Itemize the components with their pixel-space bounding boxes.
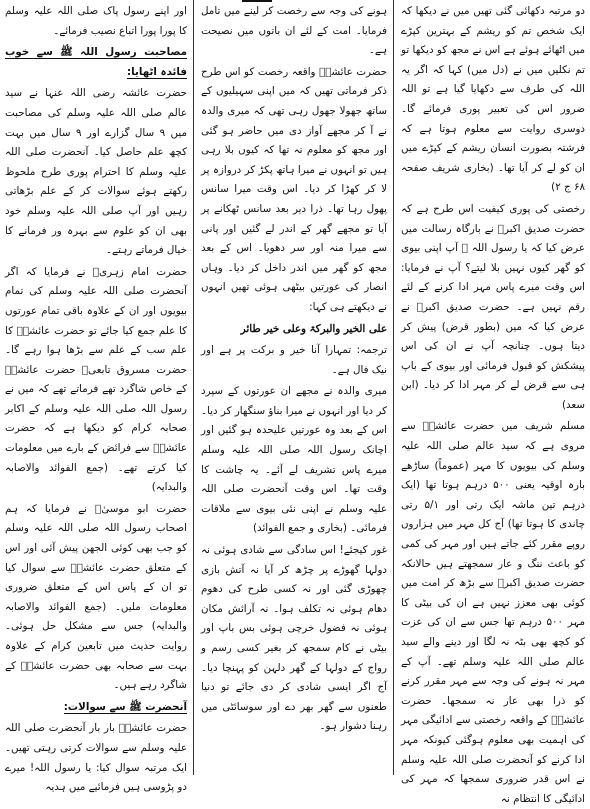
- paragraph: حضرت امام زہریؒ نے فرمایا کہ اگر آنحضرت صلی اللہ علیہ وسلم کی تمام بیویوں اور ان کے علاوہ باقی تمام عورتوں کا علم جمع کیا جائے تو حضرت عائشہؓ کا علم سب کے علم سے بڑھا ہوا رہے گا۔ حضرت مسروق تابعیؒ حضرت عائشہؓ کے خاص شاگرد تھے فرماتے تھے کہ میں نے رسول اللہ صلی اللہ علیہ وسلم کے اکابر صحابہ کرام کو دیکھا ہے کہ حضرت عائشہؓ سے فرائض کے بارے میں معلومات کیا کرتے تھے۔ (جمع الفوائد والاصابہ والبدایہ): [5, 265, 187, 494]
- text-column-right: [398, 2, 588, 805]
- translation: ترجمہ: تمہارا آنا خیر و برکت پر ہے اور نیک فال ہے۔: [201, 344, 387, 376]
- arabic-quote: علی الخیر والبرکۃ وعلی خیر طائر: [240, 322, 387, 335]
- text-column-left: [2, 2, 190, 794]
- paragraph: میری والدہ نے مجھے ان عورتوں کے سپرد کر دیا اور انہوں نے میرا بناؤ سنگھار کر دیا۔ اس کے بعد وہ عورتیں علیحدہ ہو گئیں اور اچانک رسول اللہ صلی اللہ علیہ وسلم میرے پاس تشریف لے آئے۔ یہ چاشت کا وقت تھا۔ اس وقت آنحضرت صلی اللہ علیہ وسلم نے اپنی نئی بیوی سے ملاقات فرمائی۔ (بخاری و جمع الفوائد): [201, 385, 387, 535]
- paragraph: رخصتی کی پوری کیفیت اس طرح ہے کہ حضرت صدیق اکبرؓ نے بارگاہ رسالت میں عرض کیا کہ یا رسول اللہ ﷺ آپ اپنی بیوی کو گھر کیوں نہیں بلا لیتے؟ آپ نے فرمایا: اس وقت میرے پاس مہر ادا کرنے کے لئے رقم نہیں ہے۔ حضرت صدیق اکبرؓ نے عرض کیا کہ میں (بطور قرض) پیش کر دیتا ہوں۔ چنانچہ آپ نے ان کی اس پیشکش کو قبول فرمائی اور بیوی کے باپ ہی سے قرض لے کر مہر ادا کر دیا۔ (ابن سعد): [401, 202, 585, 411]
- section-heading: آنحضرت ﷺ سے سوالات:: [63, 700, 187, 713]
- paragraph: حضرت عائشہؓ واقعہ رخصت کو اس طرح ذکر فرماتی تھیں کہ میں اپنی سہیلیوں کے ساتھ جھولا جھول رہی تھی کہ میری والدہ نے آ کر مجھے آواز دی میں حاضر ہو گئی اور مجھ کو معلوم نہ تھا کہ کیوں بلا رہی ہیں تو انہوں نے میرا ہاتھ پکڑ کر دروازہ پر لا کر کھڑا کر دیا۔ اس وقت میرا سانس پھول رہا تھا۔ ذرا دیر بعد سانس ٹھکانے پر آیا تو مجھے گھر کے اندر لے گئیں اور پانی سے میرا منہ اور سر دھویا۔ اس کے بعد مجھ کو گھر میں اندر داخل کر دیا۔ وہاں انصار کی عورتیں بیٹھی ہوئی تھیں انہوں نے دیکھتے ہی کہا:: [201, 65, 387, 313]
- paragraph: ہونے کی وجہ سے رخصت کر لینے میں تامل فرمایا۔ امت کے لئے ان باتوں میں نصیحت ہے۔: [201, 5, 387, 57]
- section-heading: مصاحبت رسول اللہ ﷺ سے خوب فائدہ اٹھایا:: [5, 46, 187, 78]
- paragraph: حضرت عائشہ رضی اللہ عنہا نے سید عالم صلی اللہ علیہ وسلم کی مصاحبت میں ۹ سال گزارے اور ۹ سال میں بہت کچھ علم حاصل کیا۔ آنحضرت صلی اللہ علیہ وسلم کا احترام پوری طرح ملحوظ رکھتے ہوئے سوالات کر کے علم بڑھاتی رہیں اور آپ صلی اللہ علیہ وسلم خود بھی ان کو علوم سے بہرہ ور فرمانے کا خیال فرماتے رہتے۔: [5, 87, 187, 257]
- column-divider: [193, 0, 194, 775]
- paragraph: مسلم شریف میں حضرت عائشہؓ سے مروی ہے کہ سید عالم صلی اللہ علیہ وسلم کی بیویوں کا مہر (عموماً) ساڑھے بارہ اوقیہ یعنی ۵۰۰ درہم ہوتا تھا (ایک درہم تین ماشہ ایک رتی اور ۵/۱ رتی چاندی کا ہوتا تھا) آج کل مہر میں ہزاروں روپے مقرر کئے جاتے ہیں اور مہر کی کمی کو باعث ننگ و عار سمجھتے ہیں حالانکہ حضرت صدیق اکبرؓ سے بڑھ کر امت میں کوئی بھی معزز نہیں ہے ان کی بیٹی کا مہر ۵۰۰ درہم تھا جس سے ان کی عزت کو کچھ بھی بٹہ نہ لگا اور دینے والے سید عالم صلی اللہ علیہ وسلم تھے۔ آپ کے مہر نہ ہونے کی وجہ سے مہر مقرر کرنے کو ذرا بھی عار نہ سمجھا۔ حضرت عائشہؓ کے واقعہ رخصتی سے ادائیگی مہر کی اہمیت بھی معلوم ہوگئی کیونکہ مہر ادا کرنے کو آنحضرت صلی اللہ علیہ وسلم نے اس قدر ضروری سمجھا کہ مہر کی ادائیگی کا انتظام نہ: [401, 420, 585, 805]
- paragraph: دو مرتبہ دکھائی گئی تھیں میں نے دیکھا کہ ایک شخص تم کو ریشم کے بہترین کپڑے میں اٹھائے ہوئے ہے اس نے مجھ کو دیکھا تو تم نکلیں میں نے (دل میں) کہا کہ اگر یہ اللہ کی طرف سے دکھایا گیا ہے تو اللہ ضرور اس کی تعبیر پوری فرمائے گا۔ دوسری روایت سے معلوم ہوتا ہے کہ فرشتہ بصورت انسان ریشم کے کپڑے میں ان کو لے کر آیا تھا۔ (بخاری شریف صفحہ ۶۸ ج ۲): [401, 5, 585, 194]
- paragraph: حضرت عائشہؓ بار بار آنحضرت صلی اللہ علیہ وسلم سے سوالات کرتی رہتی تھیں۔ ایک مرتبہ سوال کیا: یا رسول اللہ! میرے دو پڑوسی ہیں فرمائیے میں ہدیہ: [5, 722, 187, 794]
- paragraph: حضرت ابو موسیٰؓ نے فرمایا کہ ہم اصحاب رسول اللہ صلی اللہ علیہ وسلم کو جب بھی کوئی الجھن پیش آئی اور اس کے متعلق حضرت عائشہؓ سے سوال کیا تو ان کے پاس اس کے متعلق ضروری معلومات ملیں۔ (جمع الفوائد والاصابہ والبدایہ) جس سے مشکل حل ہوئی۔ روایت حدیث میں تابعین کرام کے علاوہ بہت سے صحابہ بھی حضرت عائشہؓ کے شاگرد رہے ہیں۔: [5, 502, 187, 692]
- paragraph: غور کیجئے! اس سادگی سے شادی ہوئی نہ دولہا گھوڑے پر چڑھ کر آیا نہ آتش بازی چھوڑی گئی اور نہ کسی طرح کی دھوم دھام ہوئی نہ تکلف ہوا۔ نہ آرائش مکان ہوئی نہ فضول خرچی ہوئی بس باپ اور بیٹی نے کام سمجھ کر بغیر کسی رسم و رواج کے دولہا کے گھر دلہن کو پہنچا دیا۔ آج اگر ایسی شادی کر دی جائے تو دنیا طعنوں سے گھر بھر دے اور سوسائٹی میں رہنا دشوار ہو۔: [201, 544, 387, 733]
- text-column-middle: [198, 2, 390, 774]
- column-divider: [393, 0, 394, 775]
- paragraph: اور اپنے رسول پاک صلی اللہ علیہ وسلم کا پورا پورا اتباع نصیب فرمائے۔: [5, 5, 187, 37]
